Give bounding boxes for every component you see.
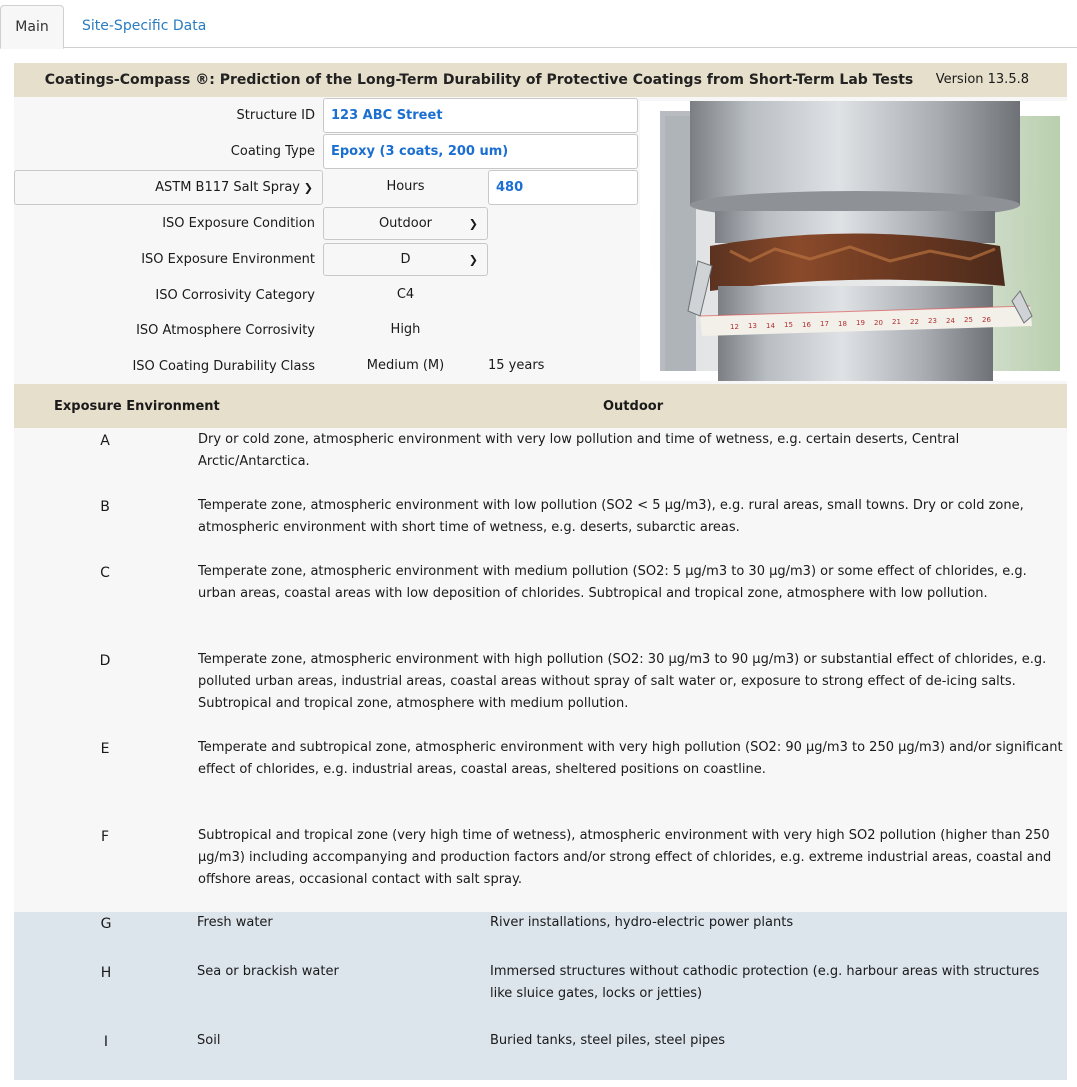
tape-number: 21: [892, 318, 901, 326]
row-letter-i: I: [103, 1034, 109, 1050]
page-title: Coatings-Compass ®: Prediction of the Long-Term Durability of Protective Coatings from Short-Term Lab Tests: [44, 72, 914, 88]
structure-id-label: Structure ID: [236, 108, 315, 123]
tape-number: 25: [964, 316, 973, 324]
row-letter-h: H: [100, 965, 112, 981]
row-desc-c: Temperate zone, atmospheric environment with medium pollution (SO2: 5 µg/m3 to 30 µg/m3) or some effect of chlorides, e.g. urban areas, coastal areas with low deposition of chlorides. Subtropical and tropical zone, atmosphere with low pollution.: [198, 564, 1027, 601]
test-method-select[interactable]: [14, 170, 323, 205]
pipe-illustration: [640, 101, 1067, 381]
atmosphere-corrosivity-value: High: [390, 322, 421, 337]
tape-number: 19: [856, 319, 865, 327]
tab-site-specific-data[interactable]: Site-Specific Data: [82, 18, 207, 34]
hours-input[interactable]: 480: [488, 170, 638, 205]
tape-number: 20: [874, 319, 883, 327]
tab-main[interactable]: Main: [0, 5, 64, 49]
coating-type-label: Coating Type: [230, 144, 315, 159]
table-header: [14, 384, 1067, 428]
row-desc-b: Temperate zone, atmospheric environment with low pollution (SO2 < 5 µg/m3), e.g. rural areas, small towns. Dry or cold zone, atmospheric environment with short time of wetness, e.g. deserts, subarctic areas.: [198, 498, 1024, 535]
corrosivity-category-label: ISO Corrosivity Category: [155, 288, 315, 303]
row-desc-a: Dry or cold zone, atmospheric environment with very low pollution and time of wetness, e.g. certain deserts, Central Arctic/Antarctica.: [198, 432, 960, 469]
row-letter-b: B: [100, 499, 110, 515]
row-letter-c: C: [100, 565, 110, 581]
durability-class-label: ISO Coating Durability Class: [132, 359, 315, 374]
atmosphere-corrosivity-label: ISO Atmosphere Corrosivity: [136, 323, 315, 338]
exposure-environment-label: ISO Exposure Environment: [141, 252, 315, 267]
column-header-outdoor: Outdoor: [603, 399, 664, 414]
structure-id-input[interactable]: 123 ABC Street: [323, 98, 638, 133]
tape-number: 16: [802, 321, 811, 329]
durability-years: 15 years: [488, 358, 545, 373]
row-medium-i: Soil: [197, 1033, 221, 1048]
row-desc-d: Temperate zone, atmospheric environment with high pollution (SO2: 30 µg/m3 to 90 µg/m3) or substantial effect of chlorides, e.g. polluted urban areas, industrial areas, coastal areas without spray of salt water or, exposure to strong effect of de-icing salts. Subtropical and tropical zone, atmosphere with medium pollution.: [198, 652, 1047, 711]
row-example-g: River installations, hydro-electric power plants: [490, 915, 794, 930]
version-label: Version 13.5.8: [935, 72, 1029, 87]
tape-number: 14: [766, 322, 775, 330]
exposure-environment-value: D: [400, 252, 411, 267]
tab-bar: [0, 0, 1077, 48]
row-desc-f: Subtropical and tropical zone (very high time of wetness), atmospheric environment with very high SO2 pollution (higher than 250 µg/m3) including accompanying and production factors and/or strong effect of chlorides, e.g. extreme industrial areas, coastal and offshore areas, occasional contact with salt spray.: [198, 828, 1052, 887]
exposure-condition-value: Outdoor: [378, 216, 433, 231]
coating-photo: [640, 101, 1067, 381]
corrosivity-category-value: C4: [396, 287, 415, 302]
chevron-down-icon: ❯: [468, 217, 478, 230]
exposure-condition-select[interactable]: [323, 207, 488, 240]
tape-number: 13: [748, 322, 757, 330]
row-letter-d: D: [99, 653, 111, 669]
row-letter-e: E: [100, 741, 110, 757]
row-example-h: Immersed structures without cathodic protection (e.g. harbour areas with structures like sluice gates, locks or jetties): [490, 964, 1040, 1001]
tape-number: 17: [820, 320, 829, 328]
chevron-down-icon: ❯: [303, 181, 313, 194]
tape-number: 24: [946, 317, 955, 325]
coating-type-input[interactable]: Epoxy (3 coats, 200 um): [323, 134, 638, 169]
row-example-i: Buried tanks, steel piles, steel pipes: [490, 1033, 725, 1048]
row-medium-h: Sea or brackish water: [197, 964, 339, 979]
tape-number: 15: [784, 321, 793, 329]
row-letter-f: F: [100, 829, 110, 845]
tape-number: 23: [928, 317, 937, 325]
column-header-exposure-environment: Exposure Environment: [54, 399, 220, 414]
tape-number: 22: [910, 318, 919, 326]
row-letter-a: A: [100, 433, 110, 449]
tape-number: 12: [730, 323, 739, 331]
exposure-condition-label: ISO Exposure Condition: [162, 216, 315, 231]
row-medium-g: Fresh water: [197, 915, 273, 930]
durability-class-value: Medium (M): [366, 358, 445, 373]
hours-label: Hours: [386, 179, 425, 194]
tape-number: 26: [982, 316, 991, 324]
exposure-environment-select[interactable]: [323, 243, 488, 276]
row-letter-g: G: [100, 916, 112, 932]
title-bar: [14, 63, 1067, 97]
chevron-down-icon: ❯: [468, 253, 478, 266]
tape-number: 18: [838, 320, 847, 328]
row-desc-e: Temperate and subtropical zone, atmospheric environment with very high pollution (SO2: 90 µg/m3 to 250 µg/m3) and/or significant effect of chlorides, e.g. industrial areas, coastal areas, sheltered positions on coastline.: [198, 740, 1063, 777]
test-method-value: ASTM B117 Salt Spray: [155, 180, 300, 195]
